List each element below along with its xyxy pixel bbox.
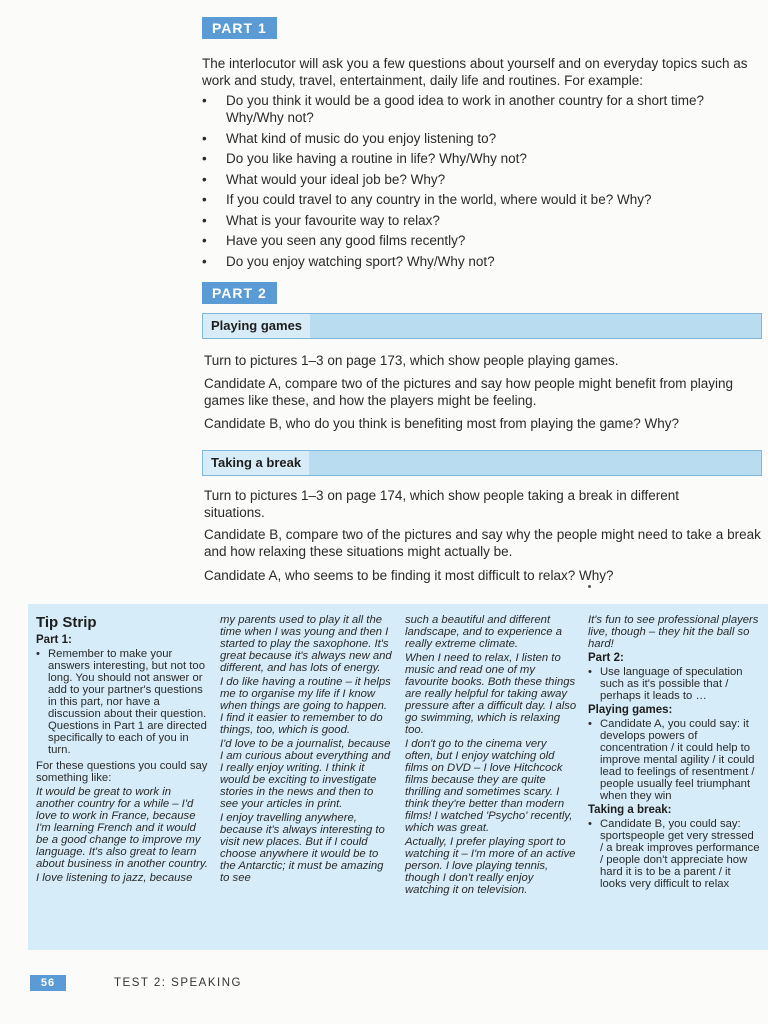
question-item: • Do you enjoy watching sport? Why/Why not? [202, 253, 762, 270]
tip-heading: Part 1: [36, 634, 72, 646]
question-item: • If you could travel to any country in the world, where would it be? Why? [202, 191, 762, 208]
tip-column-3 [405, 614, 577, 898]
question-item: • Do you like having a routine in life? Why/Why not? [202, 150, 762, 167]
task-heading-playing-games [202, 313, 762, 339]
part2-tab: PART 2 [202, 282, 277, 304]
question-item: • Do you think it would be a good idea to work in another country for a short time? Why/Why not? [202, 92, 762, 126]
task-title: Taking a break [203, 451, 309, 475]
question-item: • Have you seen any good films recently? [202, 232, 762, 249]
question-item: • What is your favourite way to relax? [202, 212, 762, 229]
tip-heading: Part 2: [588, 652, 624, 664]
tip-example: I do like having a routine – it helps me to organise my life if I know when things are going to happen. I find it easier to remember to do things, too, which is good. [220, 676, 391, 736]
task-title: Playing games [203, 314, 310, 338]
tip-example: It's fun to see professional players live, though – they hit the ball so hard! [588, 614, 759, 650]
tip-example: When I need to relax, I listen to music and read one of my favourite books. Both these things are really helpful for taking away pressure after a difficult day. I also go swimming, which is relaxing too. [405, 652, 577, 736]
tip-bullet: • Use language of speculation such as it's possible that / perhaps it leads to … [588, 666, 760, 702]
tip-heading: Playing games: [588, 704, 673, 716]
page-number: 56 [30, 975, 66, 991]
part1-intro: The interlocutor will ask you a few questions about yourself and on everyday topics such as work and study, travel, entertainment, daily life and routines. For example: [202, 56, 748, 88]
tip-text: For these questions you could say something like: [36, 760, 208, 784]
part1-tab: PART 1 [202, 17, 277, 39]
task-paragraph: Turn to pictures 1–3 on page 174, which show people taking a break in different situations. [204, 488, 680, 520]
section-label: TEST 2: SPEAKING [114, 977, 242, 989]
tip-example: I enjoy travelling anywhere, because it's always interesting to visit new places. But if I could choose anywhere it would be to the Antarctic; it must be amazing to see [220, 812, 385, 884]
tip-example: I'd love to be a journalist, because I am curious about everything and I really enjoy writing. I think it would be exciting to investigate stories in the news and then to see your articles in print. [220, 738, 391, 810]
tip-column-2 [220, 614, 392, 886]
tip-strip-title: Tip Strip [36, 614, 97, 631]
tip-column-4 [588, 614, 760, 892]
task-paragraph: Candidate B, who do you think is benefiting most from playing the game? Why? [204, 416, 680, 431]
tip-example: such a beautiful and different landscape, and to experience a really extreme climate. [405, 614, 563, 650]
task-paragraph: Candidate B, compare two of the pictures and say why the people might need to take a break and how relaxing these situations might actually be. [204, 527, 761, 559]
part1-question-list [202, 92, 762, 273]
page-mark [588, 585, 591, 588]
tip-bullet: • Candidate A, you could say: it develops powers of concentration / it could help to improve mental agility / it could lead to feelings of resentment / people usually feel triumphant when they win [588, 718, 760, 802]
tip-example: It would be great to work in another country for a while – I'd love to work in France, because I'm learning French and it would be a good change to improve my language. It's also great to learn about business in another country. [36, 786, 208, 870]
tip-bullet: • Candidate B, you could say: sportspeople get very stressed / a break improves performance / people don't appreciate how hard it is to be a parent / it looks very difficult to relax [588, 818, 760, 890]
tip-column-1 [36, 614, 208, 886]
tip-example: Actually, I prefer playing sport to watching it – I'm more of an active person. I love playing tennis, though I don't really enjoy watching it on television. [405, 836, 576, 896]
tip-strip [28, 604, 768, 950]
task-paragraph: Candidate A, who seems to be finding it most difficult to relax? Why? [204, 568, 614, 583]
task-paragraph: Turn to pictures 1–3 on page 173, which show people playing games. [204, 353, 619, 368]
task-paragraph: Candidate A, compare two of the pictures and say how people might benefit from playing games like these, and how the players might be feeling. [204, 376, 734, 408]
tip-heading: Taking a break: [588, 804, 672, 816]
tip-example: my parents used to play it all the time when I was young and then I started to play the saxophone. It's great because it's always new and different, and has lots of energy. [220, 614, 392, 674]
tip-bullet: • Remember to make your answers interesting, but not too long. You should not answer or add to your partner's questions in this part, nor have a discussion about their question. Questions in Part 1 are directed specifically to each of you in turn. [36, 648, 208, 756]
tip-example: I love listening to jazz, because [36, 872, 193, 884]
question-item: • What kind of music do you enjoy listening to? [202, 130, 762, 147]
task-heading-taking-a-break [202, 450, 762, 476]
question-item: • What would your ideal job be? Why? [202, 171, 762, 188]
tip-example: I don't go to the cinema very often, but I enjoy watching old films on DVD – I love Hitchcock films because they are quite thrilling and sometimes scary. I think they're better than modern films! I watched 'Psycho' recently, which was great. [405, 738, 573, 834]
